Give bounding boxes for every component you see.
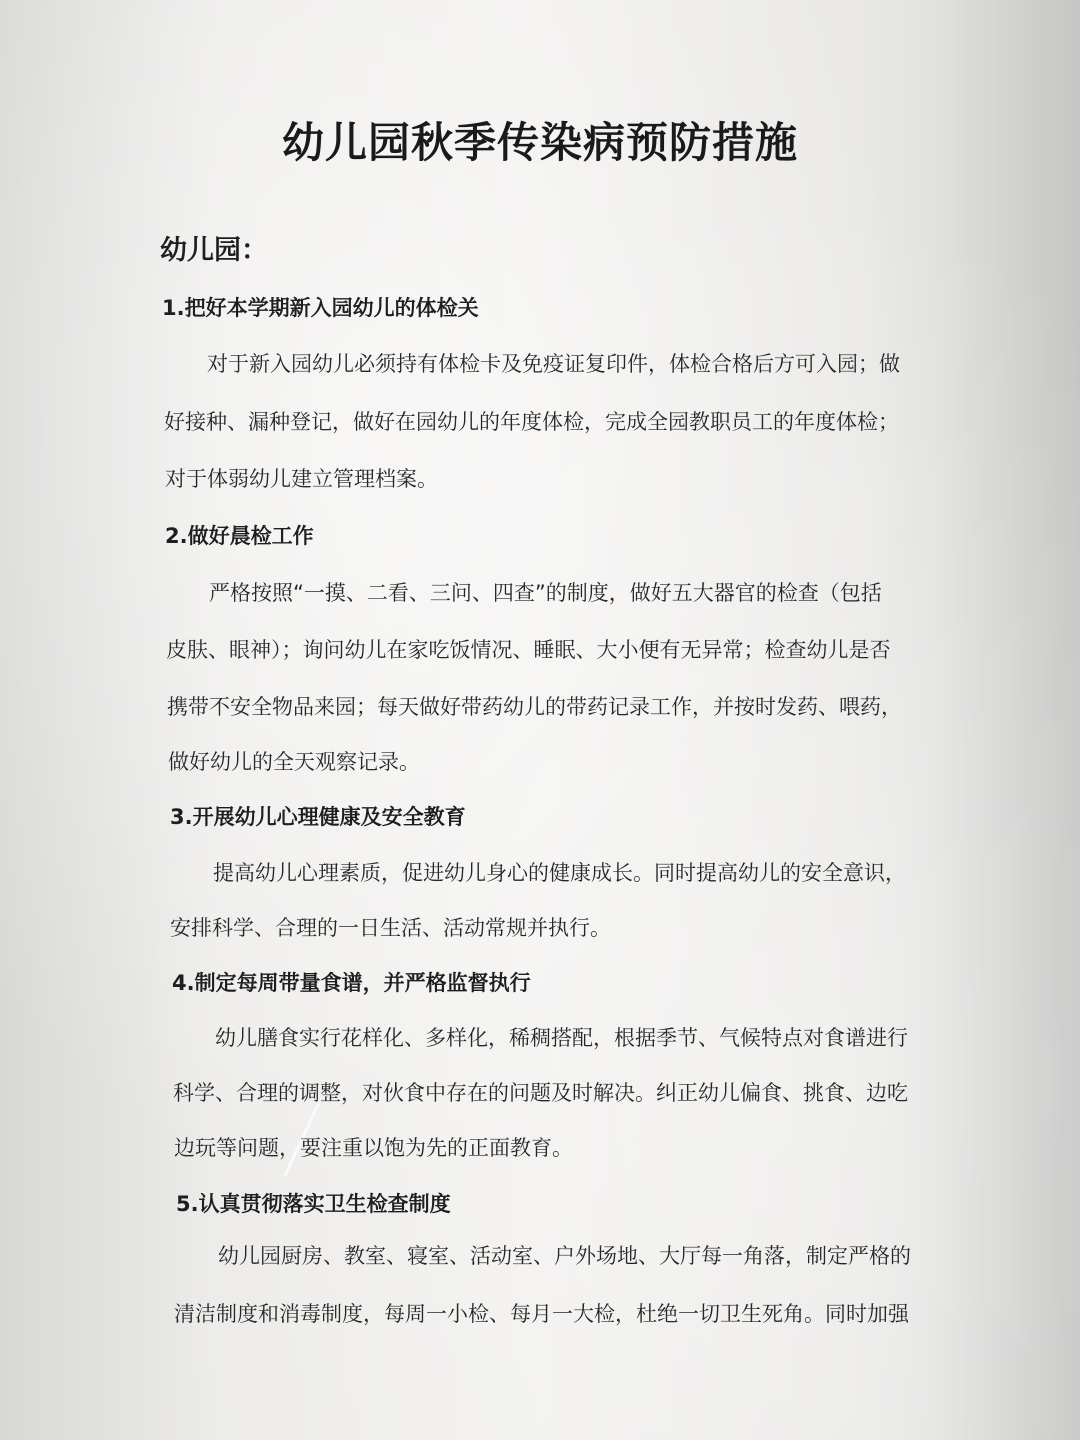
item-3-line-2: 安排科学、合理的一日生活、活动常规并执行。 (170, 916, 611, 940)
section-heading: 幼儿园： (160, 235, 268, 266)
item-1-line-2: 好接种、漏种登记，做好在园幼儿的年度体检，完成全园教职员工的年度体检； (164, 410, 899, 434)
page-shadow (930, 0, 1080, 1440)
item-5-line-2: 清洁制度和消毒制度，每周一小检、每月一大检，杜绝一切卫生死角。同时加强 (174, 1302, 909, 1326)
item-5-line-1: 幼儿园厨房、教室、寝室、活动室、户外场地、大厅每一角落，制定严格的 (218, 1244, 911, 1268)
item-2-heading: 2.做好晨检工作 (165, 524, 314, 548)
item-4-line-2: 科学、合理的调整，对伙食中存在的问题及时解决。纠正幼儿偏食、挑食、边吃 (173, 1081, 908, 1105)
item-1-line-3: 对于体弱幼儿建立管理档案。 (165, 467, 438, 491)
item-4-line-3: 边玩等问题，要注重以饱为先的正面教育。 (174, 1136, 573, 1160)
item-2-line-3: 携带不安全物品来园；每天做好带药幼儿的带药记录工作，并按时发药、喂药， (167, 695, 902, 719)
item-3-heading: 3.开展幼儿心理健康及安全教育 (170, 805, 466, 829)
item-5-heading: 5.认真贯彻落实卫生检查制度 (176, 1192, 451, 1216)
item-4-line-1: 幼儿膳食实行花样化、多样化，稀稠搭配，根据季节、气候特点对食谱进行 (215, 1026, 908, 1050)
document-title: 幼儿园秋季传染病预防措施 (281, 118, 798, 167)
item-3-line-1: 提高幼儿心理素质，促进幼儿身心的健康成长。同时提高幼儿的安全意识， (213, 861, 906, 885)
item-2-line-1: 严格按照“一摸、二看、三问、四查”的制度，做好五大器官的检查（包括 (209, 581, 882, 605)
item-1-line-1: 对于新入园幼儿必须持有体检卡及免疫证复印件，体检合格后方可入园；做 (207, 352, 900, 376)
item-2-line-2: 皮肤、眼神）；询问幼儿在家吃饭情况、睡眠、大小便有无异常；检查幼儿是否 (166, 638, 891, 662)
item-2-line-4: 做好幼儿的全天观察记录。 (168, 750, 420, 774)
item-1-heading: 1.把好本学期新入园幼儿的体检关 (162, 296, 479, 320)
item-4-heading: 4.制定每周带量食谱，并严格监督执行 (172, 971, 531, 995)
